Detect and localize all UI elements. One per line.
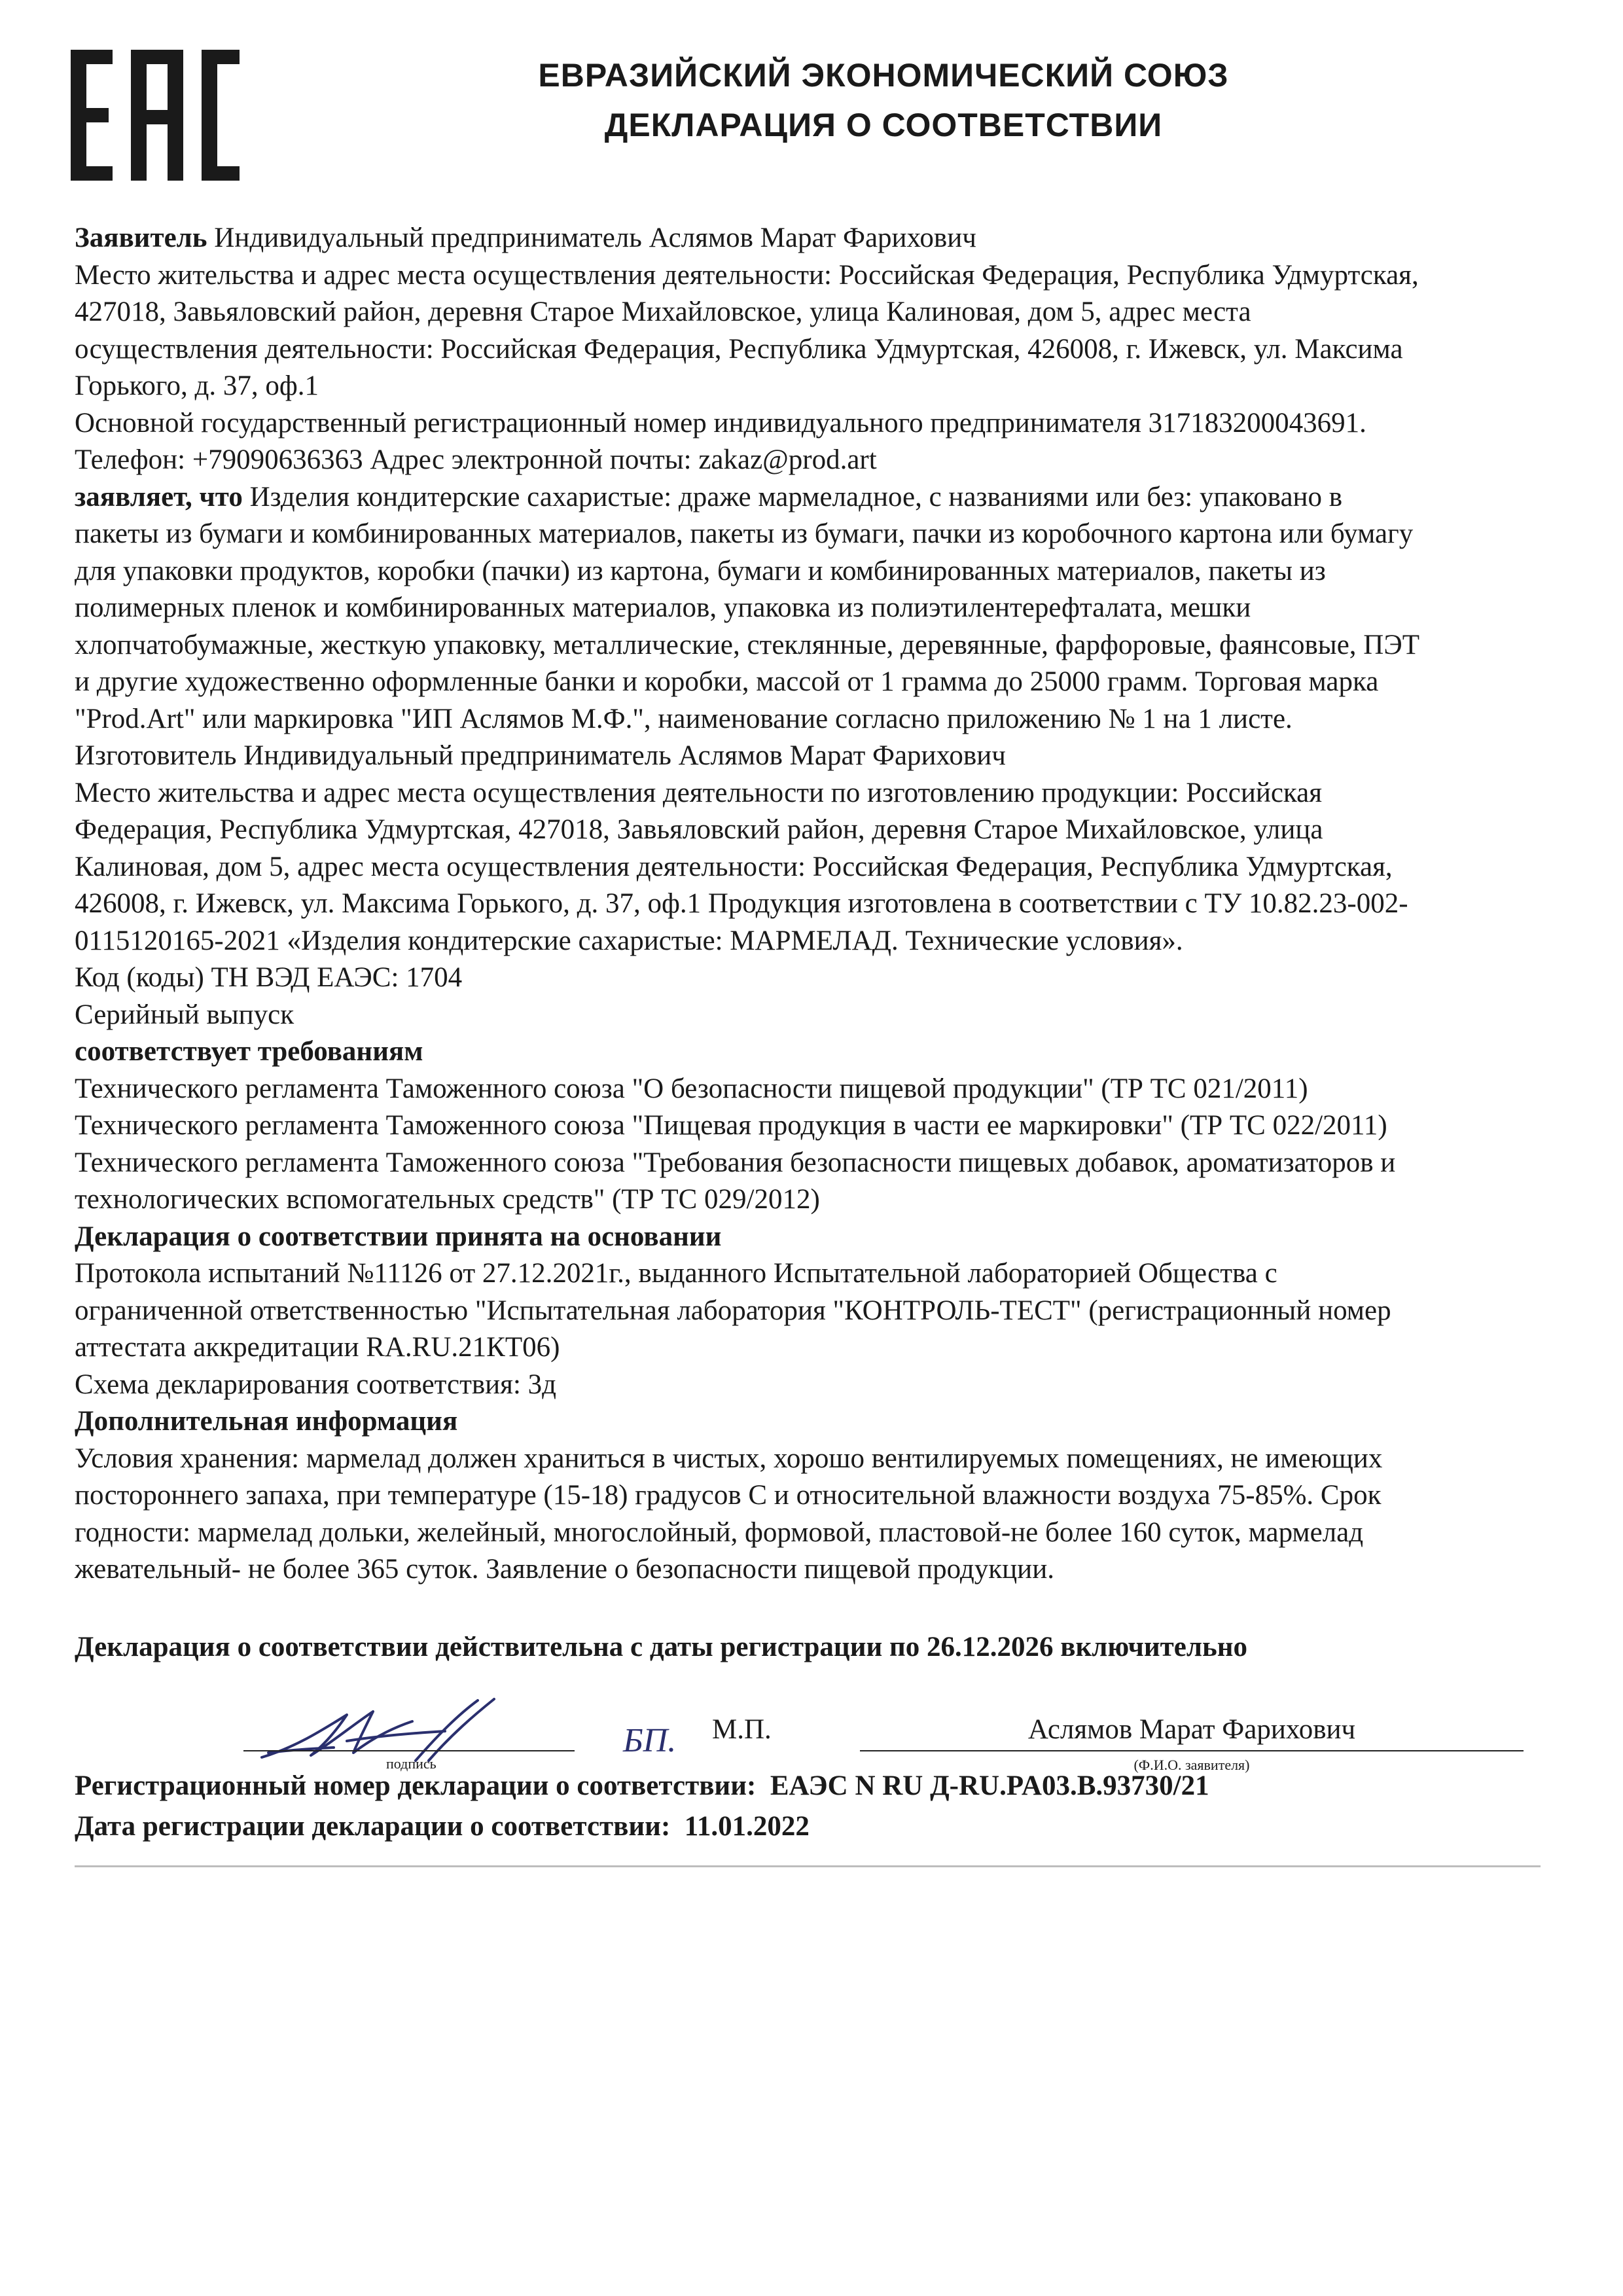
fio-caption: (Ф.И.О. заявителя) xyxy=(1133,1757,1250,1773)
manufacturer-address-line: 426008, г. Ижевск, ул. Максима Горького, д. 37, оф.1 Продукция изготовлена в соответствии с ТУ 10.82.23-002- xyxy=(75,888,1408,919)
applicant-address-line: Горького, д. 37, оф.1 xyxy=(75,370,319,401)
registration-date-value: 11.01.2022 xyxy=(684,1811,810,1842)
declares-label: заявляет, что xyxy=(75,481,243,512)
bottom-divider xyxy=(75,1865,1541,1867)
applicant-address-line: Место жительства и адрес места осуществления деятельности: Российская Федерация, Республика Удмуртская, xyxy=(75,259,1419,291)
applicant-label: Заявитель xyxy=(75,223,207,253)
product-line: хлопчатобумажные, жесткую упаковку, металлические, стеклянные, деревянные, фарфоровые, фаянсовые, ПЭТ xyxy=(75,629,1419,660)
validity-statement: Декларация о соответствии действительна с даты регистрации по 26.12.2026 включительно xyxy=(75,1632,1247,1662)
basis-line: аттестата аккредитации RA.RU.21КТ06) xyxy=(75,1332,560,1363)
product-line: пакеты из бумаги и комбинированных материалов, пакеты из бумаги, пачки из коробочного картона или бумагу xyxy=(75,518,1414,549)
tn-ved-line: Код (коды) ТН ВЭД ЕАЭС: 1704 xyxy=(75,962,463,993)
declaration-body xyxy=(75,220,1547,1588)
registration-number-row xyxy=(75,1766,1547,1806)
product-row xyxy=(75,479,1547,516)
extra-info-line: постороннего запаха, при температуре (15-18) градусов С и относительной влажности воздуха 75-85%. Срок xyxy=(75,1480,1382,1511)
contacts-line: Телефон: +79090636363 Адрес электронной почты: zakaz@prod.art xyxy=(75,444,877,475)
ogrn-line: Основной государственный регистрационный номер индивидуального предпринимателя 317183200043691. xyxy=(75,407,1366,439)
applicant-signatory-name: Аслямов Марат Фарихович xyxy=(1027,1714,1356,1745)
manufacturer-address-line: Федерация, Республика Удмуртская, 427018, Завьяловский район, деревня Старое Михайловское, улица xyxy=(75,814,1323,845)
document-title: ДЕКЛАРАЦИЯ О СООТВЕТСТВИИ xyxy=(604,107,1163,143)
scheme-line: Схема декларирования соответствия: 3д xyxy=(75,1369,557,1400)
registration-number-label: Регистрационный номер декларации о соответствии: xyxy=(75,1770,757,1801)
basis-line: Протокола испытаний №11126 от 27.12.2021г., выданного Испытательной лабораторией Общества с xyxy=(75,1258,1277,1289)
product-line: для упаковки продуктов, коробки (пачки) из картона, бумаги и комбинированных материалов, пакеты из xyxy=(75,555,1326,586)
release-line: Серийный выпуск xyxy=(75,999,294,1030)
regulation-line: Технического регламента Таможенного союза "Пищевая продукция в части ее маркировки" (ТР ТС 022/2011) xyxy=(75,1110,1387,1141)
extra-info-line: годности: мармелад дольки, желейный, многослойный, формовой, пластовой-не более 160 суток, мармелад xyxy=(75,1516,1364,1548)
applicant-row xyxy=(75,220,1547,257)
manufacturer-address-line: Место жительства и адрес места осуществления деятельности по изготовлению продукции: Российская xyxy=(75,777,1323,808)
product-line: и другие художественно оформленные банки и коробки, массой от 1 грамма до 25000 грамм. Торговая марка xyxy=(75,666,1379,697)
registration-block xyxy=(75,1766,1547,1847)
regulation-line: технологических вспомогательных средств" (ТР ТС 029/2012) xyxy=(75,1184,820,1215)
manufacturer-line: Изготовитель Индивидуальный предприниматель Аслямов Марат Фарихович xyxy=(75,740,1006,771)
eac-mark-icon xyxy=(71,50,241,181)
registration-date-row xyxy=(75,1806,1547,1847)
manufacturer-address-line: 0115120165-2021 «Изделия кондитерские сахаристые: МАРМЕЛАД. Технические условия». xyxy=(75,925,1183,956)
extra-info-line: жевательный- не более 365 суток. Заявление о безопасности пищевой продукции. xyxy=(75,1554,1054,1585)
extra-info-line: Условия хранения: мармелад должен храниться в чистых, хорошо вентилируемых помещениях, не имеющих xyxy=(75,1443,1383,1474)
handwritten-initials: БП. xyxy=(623,1722,677,1759)
product-line: полимерных пленок и комбинированных материалов, упаковка из полиэтилентерефталата, мешки xyxy=(75,592,1251,623)
applicant-address-line: 427018, Завьяловский район, деревня Старое Михайловское, улица Калиновая, дом 5, адрес места xyxy=(75,296,1251,327)
product-text: Изделия кондитерские сахаристые: драже мармеладное, с названиями или без: упаковано в xyxy=(242,481,1343,512)
signature-line xyxy=(243,1750,575,1751)
basis-line: ограниченной ответственностью "Испытательная лаборатория "КОНТРОЛЬ-ТЕСТ" (регистрационный номер xyxy=(75,1295,1391,1326)
basis-label: Декларация о соответствии принята на основании xyxy=(75,1221,722,1252)
registration-number-value: ЕАЭС N RU Д-RU.PA03.B.93730/21 xyxy=(770,1770,1209,1801)
registration-date-label: Дата регистрации декларации о соответствии: xyxy=(75,1811,671,1842)
regulation-line: Технического регламента Таможенного союза "О безопасности пищевой продукции" (ТР ТС 021/2011) xyxy=(75,1073,1308,1104)
manufacturer-address-line: Калиновая, дом 5, адрес места осуществления деятельности: Российская Федерация, Республика Удмуртская, xyxy=(75,851,1393,882)
regulation-line: Технического регламента Таможенного союза "Требования безопасности пищевых добавок, ароматизаторов и xyxy=(75,1147,1396,1178)
stamp-place-label: М.П. xyxy=(712,1714,772,1745)
extra-info-label: Дополнительная информация xyxy=(75,1406,458,1437)
name-line xyxy=(860,1750,1524,1751)
complies-label: соответствует требованиям xyxy=(75,1036,423,1067)
product-line: "Prod.Art" или маркировка "ИП Аслямов М.Ф.", наименование согласно приложению № 1 на 1 листе. xyxy=(75,703,1293,734)
applicant-address-line: осуществления деятельности: Российская Федерация, Республика Удмуртская, 426008, г. Ижевск, ул. Максима xyxy=(75,333,1403,365)
signature-caption: подпись xyxy=(386,1755,437,1772)
applicant-name: Индивидуальный предприниматель Аслямов Марат Фарихович xyxy=(207,223,976,253)
union-title: ЕВРАЗИЙСКИЙ ЭКОНОМИЧЕСКИЙ СОЮЗ xyxy=(538,57,1229,94)
